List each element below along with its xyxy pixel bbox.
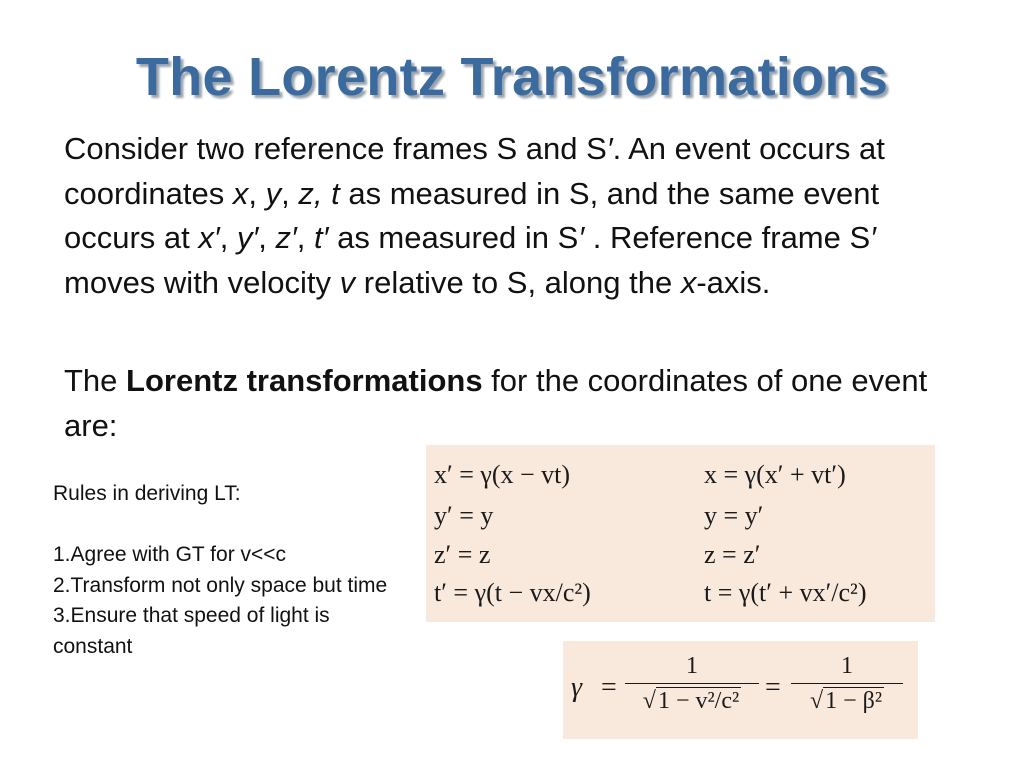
var-x-prime: x′ [198,220,220,255]
prime-mark: ′ [870,220,876,255]
var-y-prime: y′ [236,220,259,255]
equals-sign: = [765,672,781,703]
equation-left: y′ = y [434,501,494,530]
rule-item: 1.Agree with GT for v<<c [53,543,287,566]
lorentz-equations-box [426,445,935,622]
var-z-prime: z′ [275,220,297,255]
radicand: 1 − v²/c² [657,688,740,714]
numerator: 1 [841,653,853,679]
var-x: x [232,175,249,211]
lorentz-term: Lorentz transformations [126,363,483,398]
gamma-definition-box [563,641,918,739]
denominator [625,684,759,718]
rule-item: 2.Transform not only space but time [53,573,388,597]
sqrt-icon: √ [642,688,656,714]
var-v: v [339,264,356,300]
sqrt-icon: √ [809,688,824,714]
var-z: z, [298,175,323,211]
radicand: 1 − β² [825,688,883,714]
gamma-symbol: γ [571,672,583,703]
equation-left: x′ = γ(x − vt) [434,460,571,489]
equation-left: z′ = z [434,540,491,569]
equation-left: t′ = γ(t − vx/c²) [434,578,591,607]
var-t: t [331,175,340,211]
equation-right: z = z′ [704,540,761,569]
denominator [791,684,903,718]
lorentz-paragraph: The Lorentz transformations for the coordinates of one event are: [64,363,928,443]
rules-spacer [53,510,413,541]
slide-title: The Lorentz Transformations [135,47,889,107]
equation-right: t = γ(t′ + vx′/c²) [704,578,867,607]
gamma-fraction-2 [791,651,903,718]
rules-heading: Rules in deriving LT: [53,482,241,505]
gamma-fraction-1 [625,651,759,718]
intro-paragraph: Consider two reference frames S and S′. An event occurs at coordinates x, y, z, t as measured in S, and the same event occurs at x′, y′, z′, t′ as measured in S′ . Reference frame S′ moves with velocity v relative to S, along the x-axis. [64,131,885,300]
var-x: x [680,264,697,300]
equation-right: x = γ(x′ + vt′) [704,460,846,489]
rules-list [53,479,413,662]
rule-item: 3.Ensure that speed of light is constant [53,604,330,658]
var-y: y [265,175,282,211]
equals-sign: = [601,672,617,703]
equation-right: y = y′ [704,501,764,530]
var-t-prime: t′ [314,220,329,255]
numerator: 1 [686,653,698,679]
prime-mark: ′ [606,131,613,166]
prime-mark: ′ [578,220,585,255]
